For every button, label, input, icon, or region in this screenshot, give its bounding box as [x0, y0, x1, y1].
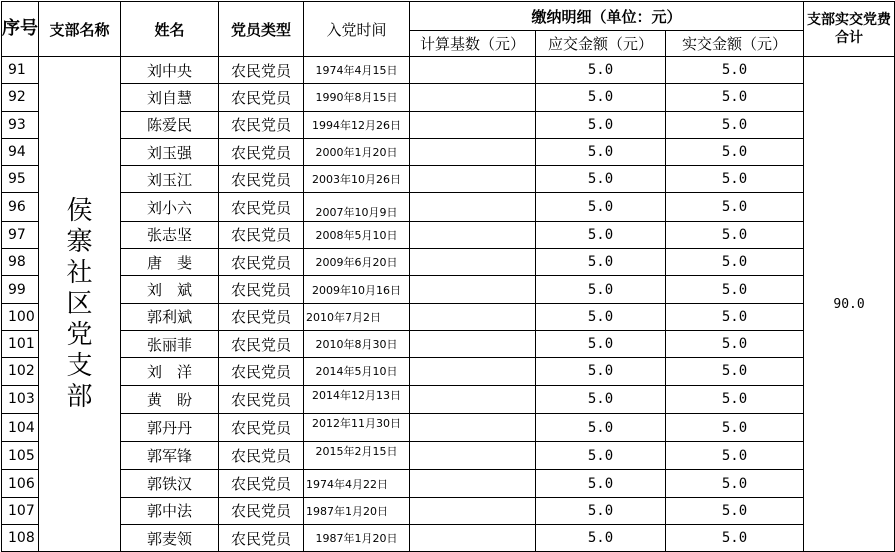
table-body [2, 57, 895, 552]
row-name: 黄 盼 [121, 385, 219, 413]
row-due-amount: 5.0 [536, 497, 666, 524]
row-due-amount: 5.0 [536, 442, 666, 470]
row-calc-base [410, 138, 536, 165]
row-seq: 94 [2, 138, 39, 165]
row-calc-base [410, 57, 536, 84]
row-seq: 108 [2, 525, 39, 552]
row-calc-base [410, 358, 536, 385]
row-name: 唐 斐 [121, 249, 219, 276]
row-member-type: 农民党员 [219, 413, 304, 441]
row-seq: 101 [2, 330, 39, 357]
row-name: 陈爱民 [121, 111, 219, 138]
branch-name-cell [39, 57, 121, 552]
row-calc-base [410, 497, 536, 524]
row-member-type: 农民党员 [219, 193, 304, 221]
row-calc-base [410, 303, 536, 330]
table-row [2, 497, 895, 524]
row-calc-base [410, 193, 536, 221]
table-row [2, 303, 895, 330]
row-name: 郭丹丹 [121, 413, 219, 441]
row-name: 郭军锋 [121, 442, 219, 470]
table-row [2, 138, 895, 165]
branch-name-char: 侯 [66, 195, 93, 226]
row-join-date: 2003年10月26日 [304, 166, 410, 193]
row-join-date: 2007年10月9日 [304, 193, 410, 221]
row-member-type: 农民党员 [219, 57, 304, 84]
table-row [2, 193, 895, 221]
row-name: 张志坚 [121, 221, 219, 248]
row-calc-base [410, 84, 536, 111]
row-seq: 95 [2, 166, 39, 193]
row-seq: 93 [2, 111, 39, 138]
row-paid-amount: 5.0 [666, 413, 804, 441]
row-calc-base [410, 330, 536, 357]
row-seq: 96 [2, 193, 39, 221]
row-name: 郭铁汉 [121, 470, 219, 497]
table-row [2, 111, 895, 138]
row-seq: 104 [2, 413, 39, 441]
row-join-date: 1994年12月26日 [304, 111, 410, 138]
row-name: 郭中法 [121, 497, 219, 524]
row-paid-amount: 5.0 [666, 303, 804, 330]
row-member-type: 农民党员 [219, 497, 304, 524]
row-paid-amount: 5.0 [666, 470, 804, 497]
table-row [2, 84, 895, 111]
table-row [2, 358, 895, 385]
table-row [2, 413, 895, 441]
row-paid-amount: 5.0 [666, 358, 804, 385]
row-join-date: 2010年8月30日 [304, 330, 410, 357]
row-join-date: 2015年2月15日 [304, 442, 410, 470]
row-seq: 100 [2, 303, 39, 330]
row-member-type: 农民党员 [219, 221, 304, 248]
header-branch-total: 支部实交党费合计 [804, 2, 895, 57]
row-seq: 102 [2, 358, 39, 385]
row-join-date: 1987年1月20日 [304, 525, 410, 552]
row-paid-amount: 5.0 [666, 385, 804, 413]
row-paid-amount: 5.0 [666, 497, 804, 524]
row-member-type: 农民党员 [219, 249, 304, 276]
row-due-amount: 5.0 [536, 249, 666, 276]
row-paid-amount: 5.0 [666, 330, 804, 357]
header-payment-detail: 缴纳明细（单位：元） [410, 2, 804, 31]
row-due-amount: 5.0 [536, 193, 666, 221]
row-name: 郭麦领 [121, 525, 219, 552]
row-member-type: 农民党员 [219, 385, 304, 413]
row-join-date: 2014年5月10日 [304, 358, 410, 385]
row-name: 刘玉强 [121, 138, 219, 165]
table-row [2, 221, 895, 248]
row-name: 刘小六 [121, 193, 219, 221]
row-member-type: 农民党员 [219, 276, 304, 303]
row-join-date: 1990年8月15日 [304, 84, 410, 111]
row-name: 刘自慧 [121, 84, 219, 111]
row-name: 刘中央 [121, 57, 219, 84]
row-join-date: 1974年4月22日 [304, 470, 410, 497]
row-due-amount: 5.0 [536, 276, 666, 303]
row-due-amount: 5.0 [536, 221, 666, 248]
row-calc-base [410, 111, 536, 138]
row-member-type: 农民党员 [219, 303, 304, 330]
table-row [2, 442, 895, 470]
header-paid-amount: 实交金额（元） [666, 31, 804, 57]
row-paid-amount: 5.0 [666, 221, 804, 248]
row-seq: 103 [2, 385, 39, 413]
row-join-date: 2000年1月20日 [304, 138, 410, 165]
row-join-date: 2012年11月30日 [304, 413, 410, 441]
row-due-amount: 5.0 [536, 413, 666, 441]
row-paid-amount: 5.0 [666, 57, 804, 84]
branch-name-char: 区 [66, 288, 93, 319]
header-name: 姓名 [121, 2, 219, 57]
row-calc-base [410, 249, 536, 276]
row-seq: 107 [2, 497, 39, 524]
header-calc-base: 计算基数（元） [410, 31, 536, 57]
row-calc-base [410, 276, 536, 303]
row-member-type: 农民党员 [219, 442, 304, 470]
row-due-amount: 5.0 [536, 385, 666, 413]
branch-name-char: 社 [66, 257, 93, 288]
row-calc-base [410, 470, 536, 497]
row-seq: 106 [2, 470, 39, 497]
branch-name-char: 党 [66, 319, 93, 350]
branch-total-value: 90.0 [804, 57, 895, 552]
row-due-amount: 5.0 [536, 330, 666, 357]
dues-table [1, 1, 895, 552]
table-row [2, 385, 895, 413]
row-member-type: 农民党员 [219, 84, 304, 111]
header-branch: 支部名称 [39, 2, 121, 57]
row-name: 郭利斌 [121, 303, 219, 330]
row-paid-amount: 5.0 [666, 442, 804, 470]
row-calc-base [410, 525, 536, 552]
branch-name-char: 部 [66, 381, 93, 412]
row-paid-amount: 5.0 [666, 193, 804, 221]
row-paid-amount: 5.0 [666, 166, 804, 193]
row-join-date: 2010年7月2日 [304, 303, 410, 330]
row-paid-amount: 5.0 [666, 84, 804, 111]
row-join-date: 2014年12月13日 [304, 385, 410, 413]
row-name: 刘 洋 [121, 358, 219, 385]
row-due-amount: 5.0 [536, 84, 666, 111]
row-member-type: 农民党员 [219, 111, 304, 138]
table-row [2, 249, 895, 276]
row-due-amount: 5.0 [536, 57, 666, 84]
row-due-amount: 5.0 [536, 111, 666, 138]
row-member-type: 农民党员 [219, 330, 304, 357]
row-calc-base [410, 166, 536, 193]
row-paid-amount: 5.0 [666, 276, 804, 303]
row-member-type: 农民党员 [219, 358, 304, 385]
row-calc-base [410, 442, 536, 470]
row-name: 刘 斌 [121, 276, 219, 303]
header-member-type: 党员类型 [219, 2, 304, 57]
table-row [2, 57, 895, 84]
row-seq: 98 [2, 249, 39, 276]
row-join-date: 2009年10月16日 [304, 276, 410, 303]
row-due-amount: 5.0 [536, 166, 666, 193]
row-member-type: 农民党员 [219, 525, 304, 552]
row-calc-base [410, 385, 536, 413]
row-join-date: 2009年6月20日 [304, 249, 410, 276]
row-paid-amount: 5.0 [666, 111, 804, 138]
header-due-amount: 应交金额（元） [536, 31, 666, 57]
row-seq: 91 [2, 57, 39, 84]
row-join-date: 1987年1月20日 [304, 497, 410, 524]
row-seq: 105 [2, 442, 39, 470]
row-calc-base [410, 221, 536, 248]
header-join-date: 入党时间 [304, 2, 410, 57]
row-member-type: 农民党员 [219, 166, 304, 193]
row-member-type: 农民党员 [219, 470, 304, 497]
row-paid-amount: 5.0 [666, 138, 804, 165]
row-due-amount: 5.0 [536, 470, 666, 497]
branch-name-char: 寨 [66, 226, 93, 257]
row-join-date: 2008年5月10日 [304, 221, 410, 248]
table-row [2, 470, 895, 497]
row-seq: 92 [2, 84, 39, 111]
table-row [2, 525, 895, 552]
branch-name-char: 支 [66, 350, 93, 381]
row-name: 刘玉江 [121, 166, 219, 193]
row-member-type: 农民党员 [219, 138, 304, 165]
row-name: 张丽菲 [121, 330, 219, 357]
row-due-amount: 5.0 [536, 358, 666, 385]
table-row [2, 276, 895, 303]
row-calc-base [410, 413, 536, 441]
table-row [2, 166, 895, 193]
row-seq: 97 [2, 221, 39, 248]
row-seq: 99 [2, 276, 39, 303]
row-due-amount: 5.0 [536, 138, 666, 165]
row-due-amount: 5.0 [536, 303, 666, 330]
table-row [2, 330, 895, 357]
row-due-amount: 5.0 [536, 525, 666, 552]
row-paid-amount: 5.0 [666, 249, 804, 276]
row-join-date: 1974年4月15日 [304, 57, 410, 84]
row-paid-amount: 5.0 [666, 525, 804, 552]
header-seq: 序号 [2, 2, 39, 57]
